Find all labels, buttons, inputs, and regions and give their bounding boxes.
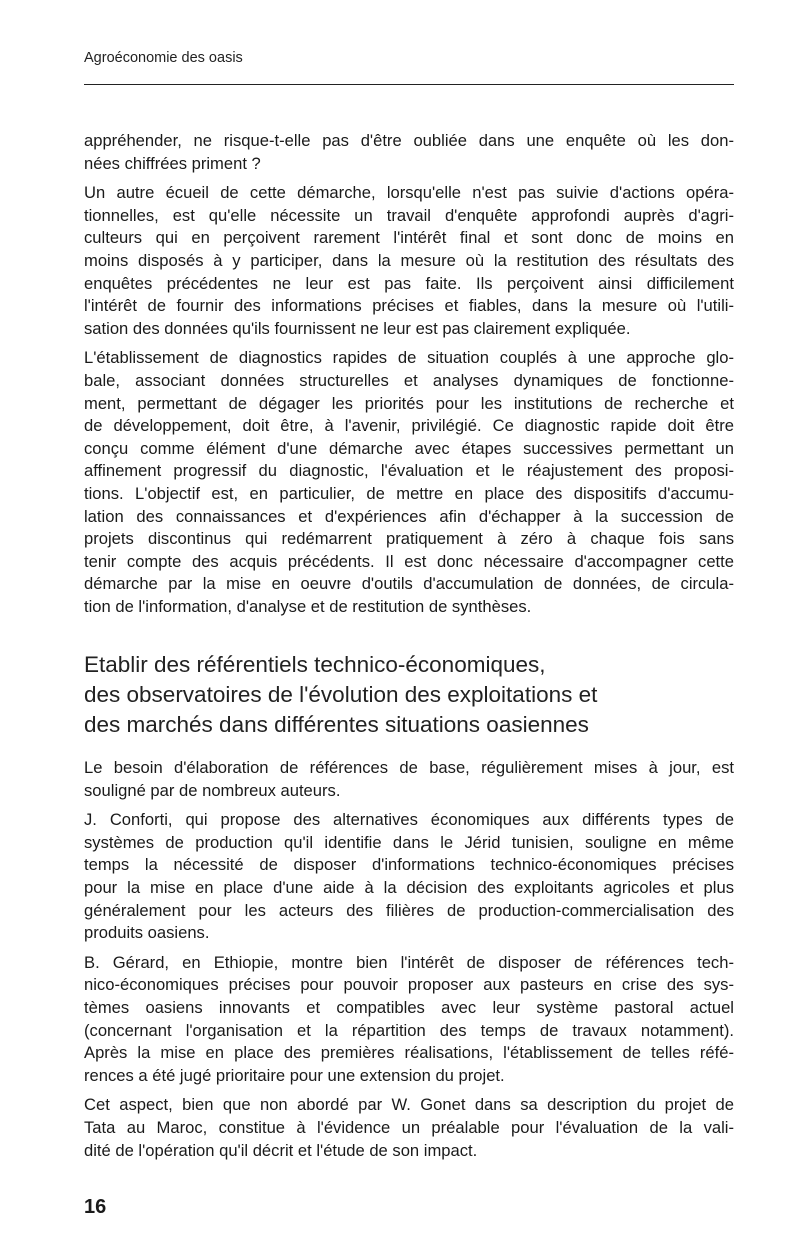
running-header: Agroéconomie des oasis: [84, 50, 243, 66]
section-body-1: [84, 130, 734, 625]
header-rule: [84, 84, 734, 85]
text-line: démarche par la mise en oeuvre d'outils d'accumulation de données, de circula-: [84, 574, 734, 594]
text-line: pour la mise en place d'une aide à la décision des exploitants agricoles et plus: [84, 877, 734, 897]
text-line: de développement, doit être, à l'avenir, privilégié. Ce diagnostic rapide doit être: [84, 416, 734, 436]
heading-line: des marchés dans différentes situations oasiennes: [84, 712, 589, 737]
text-line: conçu comme élément d'une démarche avec étapes successives permettant un: [84, 438, 734, 458]
text-line: lation des connaissances et d'expériences afin d'échapper à la succession de: [84, 506, 734, 526]
text-line: sation des données qu'ils fournissent ne leur est pas clairement expliquée.: [84, 318, 631, 338]
text-line: dité de l'opération qu'il décrit et l'étude de son impact.: [84, 1140, 478, 1160]
text-line: Après la mise en place des premières réalisations, l'établissement de telles réfé-: [84, 1043, 734, 1063]
text-line: tionnelles, est qu'elle nécessite un travail d'enquête approfondi auprès d'agri-: [84, 205, 734, 225]
text-line: tèmes oasiens innovants et compatibles avec leur système pastoral actuel: [84, 997, 734, 1017]
text-line: tions. L'objectif est, en particulier, de mettre en place des dispositifs d'accumu-: [84, 483, 734, 503]
text-line: tion de l'information, d'analyse et de restitution de synthèses.: [84, 596, 532, 616]
text-line: tenir compte des acquis précédents. Il est donc nécessaire d'accompagner cette: [84, 551, 734, 571]
paragraph: [84, 809, 734, 945]
paragraph: [84, 130, 734, 175]
text-line: projets discontinus qui redémarrent pratiquement à zéro à chaque fois sans: [84, 529, 734, 549]
text-line: moins disposés à y participer, dans la mesure où la restitution des résultats des: [84, 250, 734, 270]
text-line: nico-économiques précises pour pouvoir proposer aux pasteurs en crise des sys-: [84, 975, 734, 995]
paragraph: [84, 347, 734, 618]
text-line: bale, associant données structurelles et analyses dynamiques de fonctionne-: [84, 370, 734, 390]
text-line: nées chiffrées priment ?: [84, 153, 261, 173]
text-line: l'intérêt de fournir des informations précises et fiables, dans la mesure où l'utili-: [84, 296, 734, 316]
text-line: rences a été jugé prioritaire pour une extension du projet.: [84, 1065, 505, 1085]
paragraph: [84, 1094, 734, 1162]
text-line: temps la nécessité de disposer d'informations technico-économiques précises: [84, 855, 734, 875]
section-body-2: [84, 757, 734, 1169]
section-heading: [84, 650, 734, 740]
text-line: souligné par de nombreux auteurs.: [84, 780, 341, 800]
text-line: Tata au Maroc, constitue à l'évidence un préalable pour l'évaluation de la vali-: [84, 1117, 734, 1137]
text-line: généralement pour les acteurs des filières de production-commercialisation des: [84, 900, 734, 920]
text-line: B. Gérard, en Ethiopie, montre bien l'intérêt de disposer de références tech-: [84, 952, 734, 972]
text-line: enquêtes précédentes ne leur est pas faite. Ils perçoivent ainsi difficilement: [84, 273, 734, 293]
heading-line: Etablir des référentiels technico-économiques,: [84, 652, 546, 677]
text-line: appréhender, ne risque-t-elle pas d'être oubliée dans une enquête où les don-: [84, 131, 734, 150]
text-line: Un autre écueil de cette démarche, lorsqu'elle n'est pas suivie d'actions opéra-: [84, 183, 734, 203]
paragraph: [84, 757, 734, 802]
text-line: Cet aspect, bien que non abordé par W. Gonet dans sa description du projet de: [84, 1095, 734, 1115]
heading-line: des observatoires de l'évolution des exploitations et: [84, 682, 598, 707]
paragraph: [84, 952, 734, 1088]
paragraph: [84, 182, 734, 340]
page-number: 16: [84, 1196, 107, 1218]
text-line: (concernant l'organisation et la répartition des temps de travaux notamment).: [84, 1020, 734, 1040]
text-line: ment, permettant de dégager les priorités pour les institutions de recherche et: [84, 393, 734, 413]
text-line: L'établissement de diagnostics rapides de situation couplés à une approche glo-: [84, 348, 734, 368]
text-line: culteurs qui en perçoivent rarement l'intérêt final et sont donc de moins en: [84, 228, 734, 248]
text-line: J. Conforti, qui propose des alternatives économiques aux différents types de: [84, 810, 734, 830]
text-line: affinement progressif du diagnostic, l'évaluation et le réajustement des proposi-: [84, 461, 734, 481]
text-line: Le besoin d'élaboration de références de base, régulièrement mises à jour, est: [84, 758, 734, 777]
text-line: produits oasiens.: [84, 923, 210, 943]
text-line: systèmes de production qu'il identifie dans le Jérid tunisien, souligne en même: [84, 832, 734, 852]
